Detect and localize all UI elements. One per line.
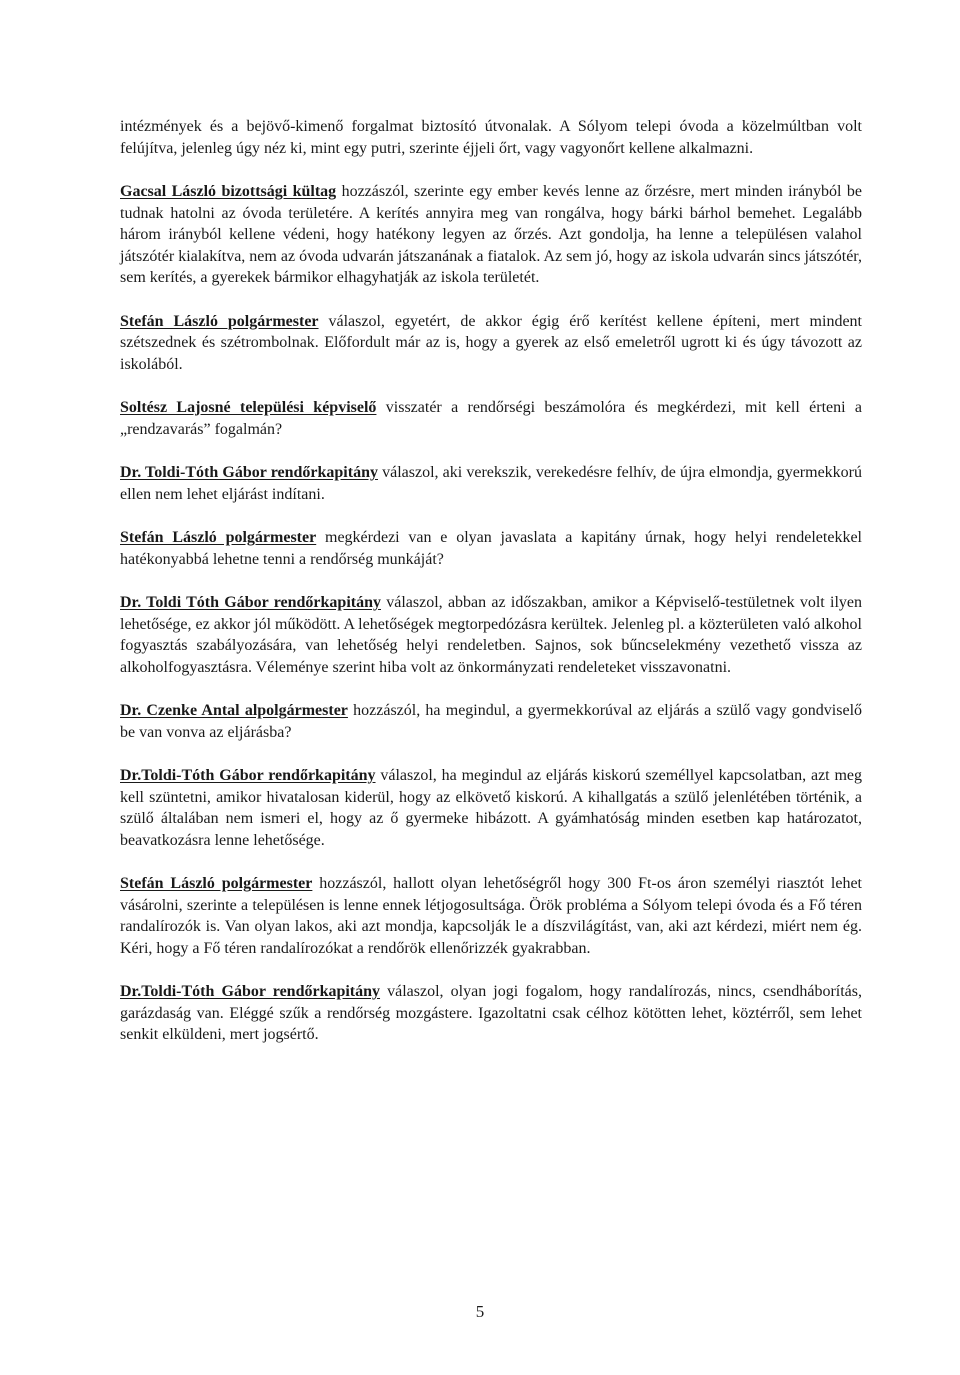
paragraph-text: válaszol, abban az időszakban, amikor a Képviselő-testületnek volt ilyen lehetősége, ez akkor jól működött. A lehetőségek megtorpedózásra kerültek. Jelenleg pl. a közterületen való alkohol fogyasztás szabályozására, van lehetőség helyi rendeletben. Sajnos, sok bűncselekmény vezethető vissza az alkoholfogyasztásra. Véleménye szerint hiba volt az önkormányzati rendeleteket visszavonatni. (120, 594, 863, 676)
speaker-name: Dr. Czenke Antal alpolgármester (120, 702, 348, 719)
page-number: 5 (475, 1302, 485, 1321)
paragraph-toldi-4 (120, 981, 862, 1046)
paragraph-text: válaszol, egyetért, de akkor égig érő kerítést kellene építeni, mert mindent szétszednek és szétrombolnak. Előfordult már az is, hogy a gyerek az első emeletről ugrott ki és úgy távozott az iskolából. (120, 312, 862, 373)
paragraph-text: válaszol, olyan jogi fogalom, hogy randalírozás, nincs, csendháborítás, garázdaság van. Eléggé szűk a rendőrség mozgástere. Igazoltatni csak célhoz kötötten lehet, köztérről, sem lehet senkit elküldeni, mert jogsértő. (120, 983, 862, 1043)
paragraph-stefan-2 (120, 527, 862, 570)
paragraph-text: válaszol, ha megindul az eljárás kiskorú személlyel kapcsolatban, azt meg kell szüntetni, amikor hivatalosan kiderül, hogy az elkövető kiskorú. A kihallgatás a szülő jelenlétében történik, a szülő általában nem ismeri el, hogy az ő gyermeke hibázott. A gyámhatóság minden esetben kap határozatot, beavatkozásra lenne lehetősége. (120, 767, 863, 849)
speaker-name: Stefán László polgármester (120, 875, 313, 892)
paragraph-text: visszatér a rendőrségi beszámolóra és megkérdezi, mit kell érteni a „rendzavarás” fogalmán? (120, 399, 863, 438)
paragraph-text: hozzászól, szerinte egy ember kevés lenne az őrzésre, mert minden irányból be tudnak hatolni az óvoda területére. A kerítés annyira meg van rongálva, hogy bárki bárhol bemehet. Legalább három irányból kellene védeni, hogy hatékony legyen az őrzés. Azt gondolja, ha lenne a településen valahol játszótér kialakítva, nem az óvoda udvarán játszanának a fiatalok. Az sem jó, hogy az iskola udvarán sincs játszótér, sem kerítés, a gyerekek bármikor elhagyhatják az iskola területét. (120, 183, 862, 286)
paragraph-continuation (120, 116, 862, 159)
paragraph-text: válaszol, aki verekszik, verekedésre felhív, de újra elmondja, gyermekkorú ellen nem lehet eljárást indítani. (120, 464, 863, 503)
paragraph-text: intézmények és a bejövő-kimenő forgalmat biztosító útvonalak. A Sólyom telepi óvoda a közelmúltban volt felújítva, jelenleg úgy néz ki, mint egy putri, szerinte éjjeli őrt, vagy vagyonőrt kellene alkalmazni. (120, 118, 862, 157)
paragraph-toldi-2 (120, 592, 862, 678)
speaker-name: Stefán László polgármester (120, 312, 319, 330)
speaker-name: Dr.Toldi-Tóth Gábor rendőrkapitány (120, 767, 376, 784)
paragraph-text: megkérdezi van e olyan javaslata a kapitány úrnak, hogy helyi rendeletekkel hatékonyabbá lehetne tenni a rendőrség munkáját? (120, 529, 862, 568)
speaker-name: Dr. Toldi Tóth Gábor rendőrkapitány (120, 594, 381, 611)
paragraph-toldi-1 (120, 462, 862, 505)
paragraph-text: hozzászól, hallott olyan lehetőségről hogy 300 Ft-os áron személyi riasztót lehet vásárolni, szerinte a településen is lenne ennek létjogosultsága. Örök probléma a Sólyom telepi óvoda és a Fő téren randalírozók is. Van olyan lakos, aki azt mondja, kapcsolják le a díszvilágítást, van, aki azt kérdezi, miért nem ég. Kéri, hogy a Fő téren randalírozókat a rendőrök ellenőrizzék gyakrabban. (120, 875, 862, 957)
speaker-name: Soltész Lajosné települési képviselő (120, 399, 377, 416)
speaker-name: Gacsal László bizottsági kültag (120, 183, 337, 200)
paragraph-stefan-1 (120, 311, 862, 376)
paragraph-text: hozzászól, ha megindul, a gyermekkorúval az eljárás a szülő vagy gondviselő be van vonva az eljárásba? (120, 702, 863, 741)
paragraph-gacsal (120, 181, 862, 289)
speaker-name: Dr. Toldi-Tóth Gábor rendőrkapitány (120, 464, 378, 481)
minutes-body (120, 116, 862, 1046)
speaker-name: Dr.Toldi-Tóth Gábor rendőrkapitány (120, 983, 381, 1000)
paragraph-soltesz (120, 397, 862, 440)
paragraph-toldi-3 (120, 765, 862, 851)
speaker-name: Stefán László polgármester (120, 529, 317, 546)
paragraph-czenke (120, 700, 862, 743)
paragraph-stefan-3 (120, 873, 862, 959)
